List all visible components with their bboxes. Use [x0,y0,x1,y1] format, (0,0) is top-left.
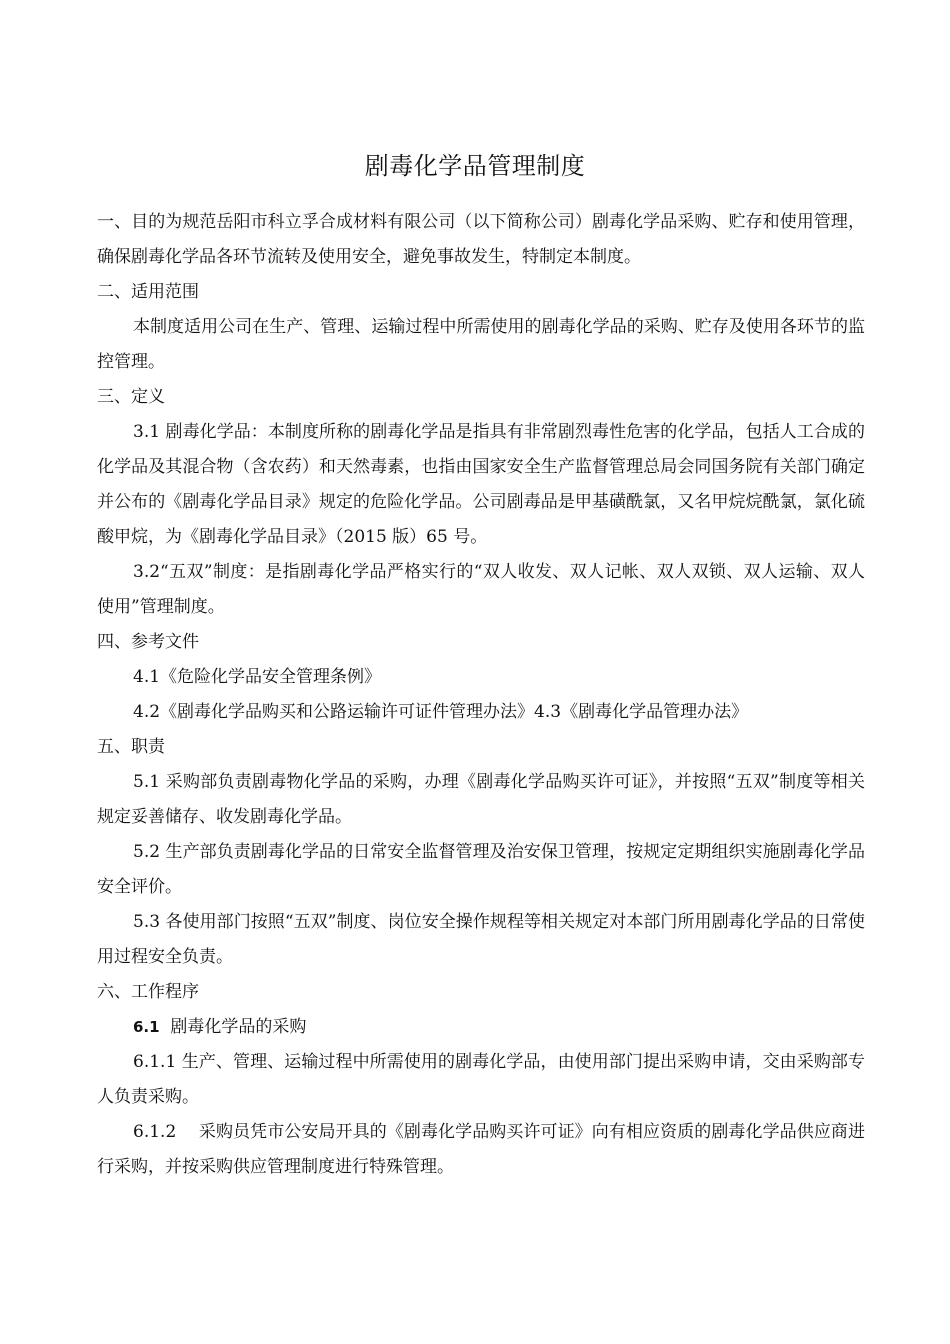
section-3-2: 3.2“五双”制度：是指剧毒化学品严格实行的“双人收发、双人记帐、双人双锁、双人运输、双人使用”管理制度。 [97,562,865,617]
section-3-heading: 三、定义 [97,387,165,407]
section-1-purpose: 一、目的为规范岳阳市科立孚合成材料有限公司（以下简称公司）剧毒化学品采购、贮存和使用管理，确保剧毒化学品各环节流转及使用安全，避免事故发生，特制定本制度。 [97,212,865,267]
section-6-heading: 六、工作程序 [97,982,199,1002]
section-6-1-number: 6.1 [133,1018,160,1036]
section-2-text: 本制度适用公司在生产、管理、运输过程中所需使用的剧毒化学品的采购、贮存及使用各环节的监控管理。 [97,317,865,372]
section-4-1: 4.1《危险化学品安全管理条例》 [133,667,382,687]
section-5-2: 5.2 生产部负责剧毒化学品的日常安全监督管理及治安保卫管理，按规定定期组织实施剧毒化学品安全评价。 [97,842,865,897]
document-title: 剧毒化学品管理制度 [364,152,586,180]
section-6-1-1: 6.1.1 生产、管理、运输过程中所需使用的剧毒化学品，由使用部门提出采购申请，交由采购部专人负责采购。 [97,1052,865,1107]
section-5-3: 5.3 各使用部门按照“五双”制度、岗位安全操作规程等相关规定对本部门所用剧毒化学品的日常使用过程安全负责。 [97,912,865,967]
section-5-1: 5.1 采购部负责剧毒物化学品的采购，办理《剧毒化学品购买许可证》，并按照“五双”制度等相关规定妥善储存、收发剧毒化学品。 [97,772,865,827]
section-2-heading: 二、适用范围 [97,282,199,302]
section-5-heading: 五、职责 [97,737,165,757]
document-body [97,205,865,1185]
section-6-1-title: 剧毒化学品的采购 [170,1017,307,1037]
section-4-2: 4.2《剧毒化学品购买和公路运输许可证件管理办法》4.3《剧毒化学品管理办法》 [133,702,749,722]
section-6-1-2: 6.1.2 采购员凭市公安局开具的《剧毒化学品购买许可证》向有相应资质的剧毒化学品供应商进行采购，并按采购供应管理制度进行特殊管理。 [97,1122,865,1177]
section-6-1-heading [97,1010,865,1045]
section-3-1: 3.1 剧毒化学品：本制度所称的剧毒化学品是指具有非常剧烈毒性危害的化学品，包括人工合成的化学品及其混合物（含农药）和天然毒素，也指由国家安全生产监督管理总局会同国务院有关部门确定并公布的《剧毒化学品目录》规定的危险化学品。公司剧毒品是甲基磺酰氯，又名甲烷烷酰氯，氯化硫酸甲烷，为《剧毒化学品目录》（2015 版）65 号。 [97,422,865,547]
section-4-heading: 四、参考文件 [97,632,199,652]
